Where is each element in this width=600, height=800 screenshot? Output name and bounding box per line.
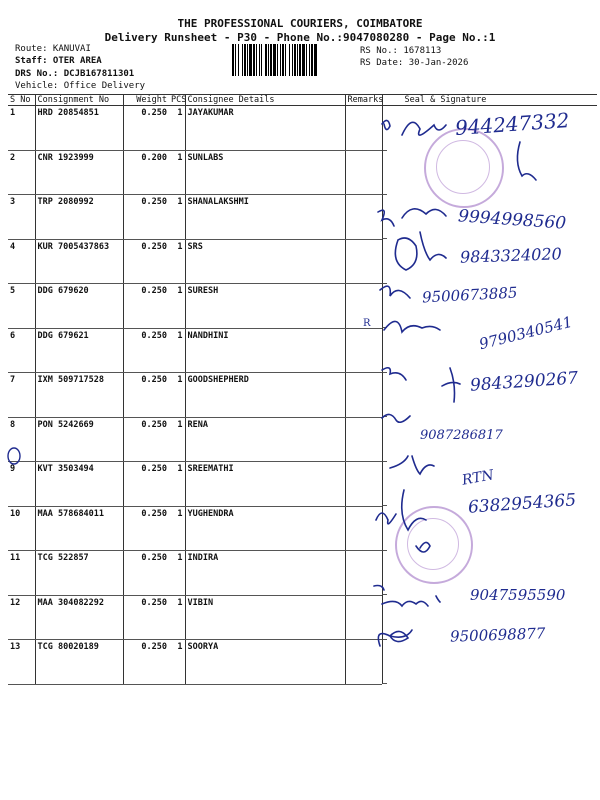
col-remarks: Remarks	[345, 95, 382, 106]
row-consignee: SURESH	[185, 284, 345, 329]
table-row	[8, 551, 597, 596]
barcode-bar	[306, 44, 307, 76]
row-consignment-no: KUR 7005437863	[35, 239, 123, 284]
row-signature	[382, 328, 387, 373]
row-sno: 6	[8, 328, 35, 373]
row-weight: 0.250	[123, 551, 169, 596]
barcode-bar	[280, 44, 281, 76]
row-remarks	[345, 195, 382, 240]
row-pcs: 1	[169, 239, 185, 284]
row-sno: 9	[8, 462, 35, 507]
row-pcs: 1	[169, 417, 185, 462]
row-pcs: 1	[169, 284, 185, 329]
barcode-bar	[244, 44, 246, 76]
barcode-bar	[292, 44, 293, 76]
barcode-bar	[309, 44, 310, 76]
row-consignment-no: TCG 522857	[35, 551, 123, 596]
row-sno: 13	[8, 640, 35, 685]
row-weight: 0.250	[123, 462, 169, 507]
barcode-bar	[282, 44, 284, 76]
row-sno: 1	[8, 106, 35, 151]
table-row	[8, 106, 597, 151]
row-weight: 0.250	[123, 595, 169, 640]
table-row	[8, 239, 597, 284]
row-consignee: SRS	[185, 239, 345, 284]
col-weight: Weight	[123, 95, 169, 106]
table-row	[8, 328, 597, 373]
row-weight: 0.250	[123, 284, 169, 329]
row-remarks	[345, 506, 382, 551]
staff-label: Staff: OTER AREA	[15, 56, 102, 66]
rs-date: RS Date: 30-Jan-2026	[360, 58, 469, 68]
handwritten-phone: 9994998560	[457, 206, 567, 234]
table-row	[8, 373, 597, 418]
row-remarks	[345, 284, 382, 329]
row-weight: 0.250	[123, 106, 169, 151]
barcode-bar	[238, 44, 239, 76]
handwritten-mark: RTN	[460, 467, 496, 489]
row-pcs: 1	[169, 551, 185, 596]
row-sno: 11	[8, 551, 35, 596]
row-pcs: 1	[169, 106, 185, 151]
row-consignment-no: PON 5242669	[35, 417, 123, 462]
handwritten-phone: 9087286817	[420, 428, 503, 443]
table-row	[8, 284, 597, 329]
row-signature	[382, 106, 387, 151]
col-consignee: Consignee Details	[185, 95, 345, 106]
col-sno: S No	[8, 95, 35, 106]
table-row	[8, 195, 597, 240]
row-sno: 3	[8, 195, 35, 240]
handwritten-phone: 9047595590	[470, 586, 566, 604]
barcode-bar	[268, 44, 269, 76]
row-consignment-no: IXM 509717528	[35, 373, 123, 418]
row-consignee: NANDHINI	[185, 328, 345, 373]
row-weight: 0.250	[123, 506, 169, 551]
runsheet-table	[8, 94, 597, 685]
barcode-bar	[270, 44, 272, 76]
row-weight: 0.250	[123, 373, 169, 418]
row-consignment-no: KVT 3503494	[35, 462, 123, 507]
row-weight: 0.200	[123, 150, 169, 195]
barcode-bar	[253, 44, 255, 76]
col-pcs: PCS	[171, 95, 187, 105]
barcode-bar	[249, 44, 252, 76]
row-pcs: 1	[169, 328, 185, 373]
barcode-bar	[299, 44, 301, 76]
row-consignment-no: MAA 304082292	[35, 595, 123, 640]
row-consignee: INDIRA	[185, 551, 345, 596]
row-consignee: SHANALAKSHMI	[185, 195, 345, 240]
route-label: Route: KANUVAI	[15, 44, 91, 54]
row-sno: 12	[8, 595, 35, 640]
row-consignee: SOORYA	[185, 640, 345, 685]
row-sno: 10	[8, 506, 35, 551]
barcode-bar	[311, 44, 313, 76]
row-weight: 0.250	[123, 195, 169, 240]
handwritten-phone: 9500698877	[449, 624, 546, 646]
row-signature	[382, 284, 387, 329]
handwritten-phone: 9790340541	[477, 312, 575, 354]
barcode-bar	[247, 44, 248, 76]
row-pcs: 1	[169, 595, 185, 640]
barcode	[232, 44, 356, 76]
row-remarks	[345, 150, 382, 195]
barcode-bar	[273, 44, 276, 76]
barcode-bar	[261, 44, 262, 76]
row-consignee: RENA	[185, 417, 345, 462]
barcode-bar	[242, 44, 243, 76]
row-consignment-no: HRD 20854851	[35, 106, 123, 151]
row-signature	[382, 551, 387, 596]
rs-number: RS No.: 1678113	[360, 46, 442, 56]
row-weight: 0.250	[123, 640, 169, 685]
barcode-bar	[265, 44, 267, 76]
barcode-bar	[294, 44, 296, 76]
table-row	[8, 595, 597, 640]
row-signature	[382, 373, 387, 418]
barcode-bar	[232, 44, 234, 76]
barcode-bar	[314, 44, 317, 76]
row-weight: 0.250	[123, 239, 169, 284]
row-signature	[382, 462, 387, 507]
row-consignee: SUNLABS	[185, 150, 345, 195]
col-consignment: Consignment No	[35, 95, 123, 106]
row-consignment-no: CNR 1923999	[35, 150, 123, 195]
row-consignment-no: DDG 679621	[35, 328, 123, 373]
row-signature	[382, 506, 387, 551]
row-remarks	[345, 595, 382, 640]
vehicle-label: Vehicle: Office Delivery	[15, 81, 146, 91]
row-consignment-no: TRP 2080992	[35, 195, 123, 240]
row-signature	[382, 640, 387, 685]
barcode-bar	[256, 44, 257, 76]
runsheet-title: Delivery Runsheet - P30 - Phone No.:9047080280 - Page No.:1	[104, 31, 496, 44]
row-remarks	[345, 239, 382, 284]
row-remarks	[345, 551, 382, 596]
table-row	[8, 150, 597, 195]
row-consignment-no: DDG 679620	[35, 284, 123, 329]
row-weight: 0.250	[123, 417, 169, 462]
row-signature	[382, 195, 387, 240]
row-signature	[382, 150, 387, 195]
barcode-bar	[302, 44, 305, 76]
barcode-bar	[235, 44, 236, 76]
row-signature	[382, 417, 387, 462]
table-row	[8, 640, 597, 685]
barcode-bar	[285, 44, 286, 76]
company-title: THE PROFESSIONAL COURIERS, COIMBATORE	[177, 17, 423, 30]
handwritten-phone: 9843290267	[469, 368, 579, 396]
row-remarks	[345, 328, 382, 373]
row-pcs: 1	[169, 150, 185, 195]
row-consignee: GOODSHEPHERD	[185, 373, 345, 418]
row-signature	[382, 239, 387, 284]
row-pcs: 1	[169, 462, 185, 507]
row-sno: 8	[8, 417, 35, 462]
row-sno: 5	[8, 284, 35, 329]
barcode-bar	[289, 44, 290, 76]
row-remarks	[345, 417, 382, 462]
row-sno: 4	[8, 239, 35, 284]
row-pcs: 1	[169, 506, 185, 551]
remark-mark: R	[363, 318, 371, 329]
row-remarks	[345, 462, 382, 507]
row-remarks	[345, 106, 382, 151]
row-pcs: 1	[169, 373, 185, 418]
handwritten-phone: 944247332	[454, 108, 571, 140]
row-consignee: YUGHENDRA	[185, 506, 345, 551]
table-row	[8, 506, 597, 551]
row-signature	[382, 595, 387, 640]
col-signature: Seal & Signature	[382, 95, 597, 106]
table-row	[8, 417, 597, 462]
row-sno: 2	[8, 150, 35, 195]
table-header-row	[8, 95, 597, 106]
handwritten-phone: 9843324020	[459, 244, 563, 267]
barcode-bar	[259, 44, 260, 76]
row-pcs: 1	[169, 640, 185, 685]
row-weight: 0.250	[123, 328, 169, 373]
barcode-bar	[277, 44, 278, 76]
barcode-bar	[297, 44, 298, 76]
row-pcs: 1	[169, 195, 185, 240]
row-consignment-no: MAA 578684011	[35, 506, 123, 551]
handwritten-phone: 9500673885	[421, 283, 518, 307]
row-consignment-no: TCG 80020189	[35, 640, 123, 685]
row-remarks	[345, 640, 382, 685]
table-row	[8, 462, 597, 507]
handwritten-phone: 6382954365	[467, 490, 577, 518]
row-remarks	[345, 373, 382, 418]
drs-number: DRS No.: DCJB167811301	[15, 69, 135, 79]
row-consignee: JAYAKUMAR	[185, 106, 345, 151]
row-consignee: VIBIN	[185, 595, 345, 640]
row-sno: 7	[8, 373, 35, 418]
row-consignee: SREEMATHI	[185, 462, 345, 507]
